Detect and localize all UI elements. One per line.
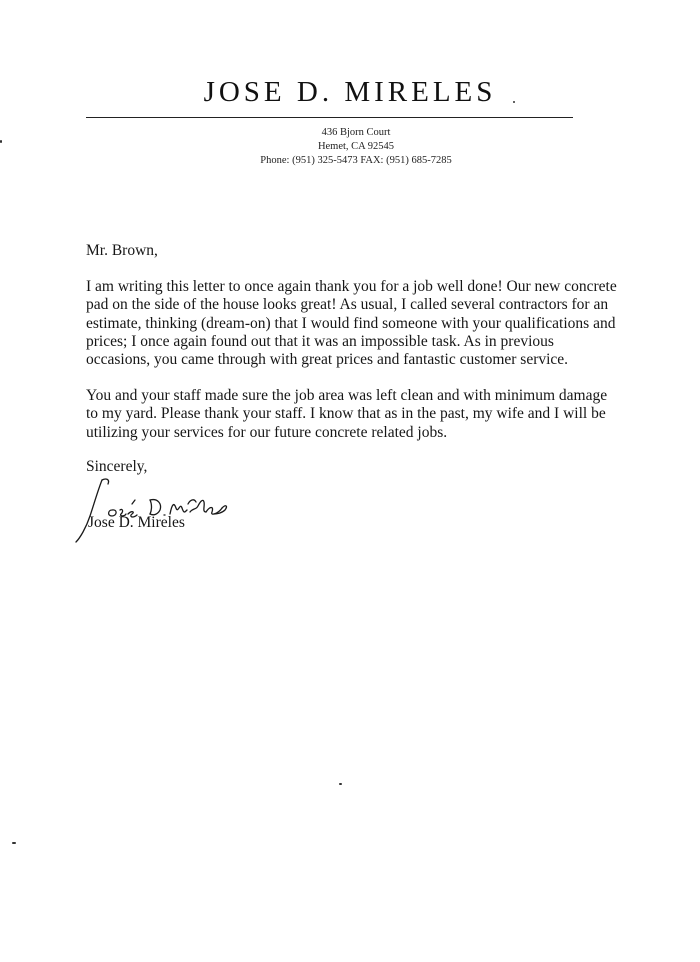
signer-name: Jose D. Mireles — [88, 514, 185, 531]
address-city: Hemet, CA 92545 — [317, 141, 395, 152]
contact-phone-fax: Phone: (951) 325-5473 FAX: (951) 685-7285 — [260, 155, 452, 166]
body-line: I am writing this letter to once again thank you for a job well done! Our new concrete — [86, 278, 617, 296]
letterhead-name: JOSE D. MIRELES — [203, 76, 497, 108]
paragraph-thanks — [86, 278, 646, 369]
body-line: estimate, thinking (dream-on) that I would find someone with your qualifications and — [86, 314, 616, 332]
scan-speck — [0, 140, 2, 143]
scan-speck — [12, 842, 16, 844]
salutation: Mr. Brown, — [86, 242, 158, 259]
body-line: prices; I once again found out that it was an impossible task. As in previous — [86, 332, 554, 350]
body-line: pad on the side of the house looks great! As usual, I called several contractors for an — [86, 296, 609, 314]
letter-body — [86, 242, 646, 460]
letterhead-divider — [86, 117, 573, 118]
paragraph-staff — [86, 387, 646, 442]
closing: Sincerely, — [86, 458, 148, 475]
address-block — [0, 126, 700, 168]
scan-speck — [339, 783, 342, 785]
body-line: utilizing your services for our future concrete related jobs. — [86, 423, 448, 441]
body-line: occasions, you came through with great prices and fantastic customer service. — [86, 351, 569, 369]
body-line: to my yard. Please thank your staff. I know that as in the past, my wife and I will be — [86, 405, 606, 423]
body-line: You and your staff made sure the job area was left clean and with minimum damage — [86, 387, 608, 405]
address-street: 436 Bjorn Court — [321, 127, 391, 138]
scan-speck — [513, 101, 515, 103]
handwritten-signature — [72, 474, 232, 546]
